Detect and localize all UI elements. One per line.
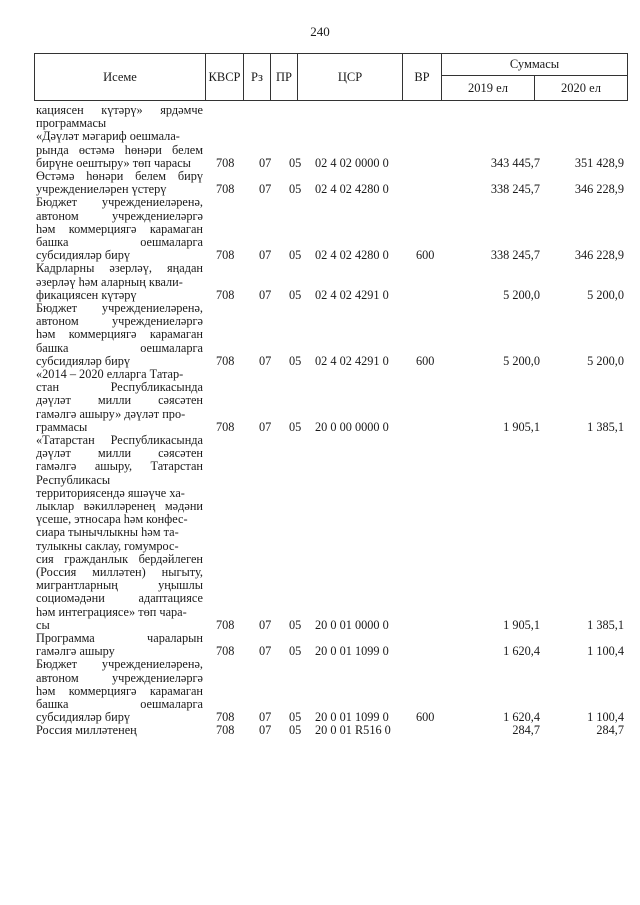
table-row <box>36 434 628 632</box>
cell-rz: 07 <box>259 617 272 632</box>
cell-csr: 02 4 02 4280 0 <box>315 182 389 197</box>
row-name <box>36 262 203 302</box>
row-name-line: «Дәүләт мәгариф оешмала- <box>36 129 180 144</box>
row-name-line: Россия милләтенең <box>36 723 137 738</box>
row-name-line: субсидияләр бирү <box>36 353 131 368</box>
table-row <box>36 196 628 262</box>
row-name-line: тулыкны саклау, гомумрос- <box>36 538 179 553</box>
cell-rz: 07 <box>259 644 272 659</box>
row-name-line: Бюджет учреждениеләренә, <box>36 195 203 210</box>
cell-csr: 02 4 02 4291 0 <box>315 353 389 368</box>
row-name-line: әзерләү һәм аларның квали- <box>36 274 183 289</box>
cell-kvsr: 708 <box>216 287 235 302</box>
row-name-line: Программа чараларын <box>36 631 203 645</box>
cell-csr: 02 4 02 0000 0 <box>315 155 389 170</box>
table-row <box>36 632 628 658</box>
cell-pr: 05 <box>289 182 302 197</box>
cell-kvsr: 708 <box>216 182 235 197</box>
page-number: 240 <box>310 24 330 39</box>
cell-kvsr: 708 <box>216 617 235 632</box>
cell-rz: 07 <box>259 182 272 197</box>
row-name <box>36 170 203 196</box>
row-name-line: гамәлгә ашыру» дәүләт про- <box>36 406 186 421</box>
row-name-line: дәүләт милли сәясәтен <box>36 446 203 461</box>
cell-s2020: 5 200,0 <box>587 287 624 302</box>
row-name <box>36 130 203 170</box>
cell-csr: 02 4 02 4280 0 <box>315 248 389 263</box>
header-pr: ПР <box>271 54 298 101</box>
cell-s2020: 1 385,1 <box>587 617 624 632</box>
row-name <box>36 196 203 262</box>
cell-pr: 05 <box>289 419 302 434</box>
row-name <box>36 658 203 724</box>
row-name-line: рында өстәмә һөнәри белем <box>36 142 203 157</box>
header-year-2019: 2019 ел <box>442 76 535 101</box>
cell-csr: 20 0 01 1099 0 <box>315 644 389 659</box>
cell-csr: 20 0 01 R516 0 <box>315 723 391 738</box>
cell-pr: 05 <box>289 710 302 725</box>
cell-s2019: 1 905,1 <box>503 617 540 632</box>
cell-s2020: 5 200,0 <box>587 353 624 368</box>
row-name-line: «Татарстан Республикасында <box>36 433 203 447</box>
row-name <box>36 434 203 632</box>
cell-rz: 07 <box>259 710 272 725</box>
cell-s2020: 1 100,4 <box>587 710 624 725</box>
table-row <box>36 302 628 368</box>
row-name-line: стан Республикасында <box>36 380 203 395</box>
cell-pr: 05 <box>289 617 302 632</box>
row-name-line: субсидияләр бирү <box>36 248 131 263</box>
table-row <box>36 104 628 130</box>
cell-s2020: 1 100,4 <box>587 644 624 659</box>
cell-pr: 05 <box>289 353 302 368</box>
cell-kvsr: 708 <box>216 248 235 263</box>
cell-kvsr: 708 <box>216 353 235 368</box>
row-name <box>36 368 203 434</box>
cell-s2020: 284,7 <box>596 723 624 738</box>
cell-s2020: 351 428,9 <box>574 155 624 170</box>
header-rz: Рз <box>244 54 271 101</box>
cell-pr: 05 <box>289 287 302 302</box>
cell-vr: 600 <box>416 353 435 368</box>
row-name-line: Республикасы <box>36 472 111 487</box>
table-row <box>36 170 628 196</box>
cell-csr: 20 0 01 1099 0 <box>315 710 389 725</box>
cell-pr: 05 <box>289 248 302 263</box>
header-sums: Суммасы <box>442 54 628 76</box>
row-name-line: бирүне оештыру» төп чарасы <box>36 155 191 170</box>
row-name-line: дәүләт милли сәясәтен <box>36 393 203 408</box>
row-name-line: Өстәмә һөнәри белем бирү <box>36 169 203 183</box>
row-name-line: Бюджет учреждениеләренә, <box>36 657 203 672</box>
row-name-line: башка оешмаларга <box>36 340 203 355</box>
row-name-line: автоном учреждениеләргә <box>36 670 203 685</box>
cell-s2020: 346 228,9 <box>574 248 624 263</box>
cell-rz: 07 <box>259 155 272 170</box>
cell-s2019: 343 445,7 <box>490 155 540 170</box>
cell-s2019: 1 620,4 <box>503 644 540 659</box>
cell-vr: 600 <box>416 710 435 725</box>
row-name-line: гамәлгә ашыру <box>36 644 115 659</box>
cell-kvsr: 708 <box>216 644 235 659</box>
cell-s2019: 338 245,7 <box>490 182 540 197</box>
cell-pr: 05 <box>289 644 302 659</box>
cell-s2019: 1 905,1 <box>503 419 540 434</box>
cell-s2019: 284,7 <box>512 723 540 738</box>
row-name-line: башка оешмаларга <box>36 235 203 249</box>
row-name-line: башка оешмаларга <box>36 697 203 711</box>
row-name-line: субсидияләр бирү <box>36 710 131 725</box>
row-name-line: һәм интеграциясе» төп чара- <box>36 604 187 619</box>
table-row <box>36 658 628 724</box>
table-row <box>36 724 628 737</box>
row-name-line: кациясен күтәрү» ярдәмче <box>36 103 203 117</box>
cell-kvsr: 708 <box>216 710 235 725</box>
table-row <box>36 368 628 434</box>
row-name-line: мигрантларның уңышлы <box>36 578 203 593</box>
row-name-line: «2014 – 2020 елларга Татар- <box>36 367 184 381</box>
row-name-line: гамәлгә ашыру, Татарстан <box>36 459 203 474</box>
cell-vr: 600 <box>416 248 435 263</box>
row-name-line: Бюджет учреждениеләренә, <box>36 301 203 315</box>
row-name-line: лыклар вәкилләренең мәдәни <box>36 499 203 514</box>
row-name-line: учреждениеләрен үстерү <box>36 182 167 197</box>
row-name-line: сия гражданлык бердәйлеген <box>36 551 203 566</box>
cell-rz: 07 <box>259 419 272 434</box>
row-name-line: социомәдәни адаптациясе <box>36 591 203 606</box>
table-header <box>34 53 628 101</box>
table-row <box>36 262 628 302</box>
row-name-line: сы <box>36 617 50 632</box>
row-name-line: һәм коммерциягә карамаган <box>36 327 203 342</box>
cell-rz: 07 <box>259 353 272 368</box>
header-kvsr: КВСР <box>206 54 244 101</box>
cell-s2019: 1 620,4 <box>503 710 540 725</box>
row-name <box>36 302 203 368</box>
row-name-line: фикациясен күтәрү <box>36 287 137 302</box>
row-name-line: үсеше, этносара һәм конфес- <box>36 512 188 527</box>
cell-s2019: 5 200,0 <box>503 353 540 368</box>
table-row <box>36 130 628 170</box>
cell-s2020: 1 385,1 <box>587 419 624 434</box>
header-csr: ЦСР <box>298 54 403 101</box>
cell-s2020: 346 228,9 <box>574 182 624 197</box>
cell-rz: 07 <box>259 287 272 302</box>
row-name-line: автоном учреждениеләргә <box>36 314 203 329</box>
header-name: Исеме <box>35 54 206 101</box>
cell-pr: 05 <box>289 155 302 170</box>
cell-pr: 05 <box>289 723 302 738</box>
cell-csr: 02 4 02 4291 0 <box>315 287 389 302</box>
header-year-2020: 2020 ел <box>535 76 628 101</box>
cell-csr: 20 0 00 0000 0 <box>315 419 389 434</box>
row-name-line: территориясендә яшәүче ха- <box>36 485 185 500</box>
row-name-line: (Россия милләтен) ныгыту, <box>36 565 203 580</box>
cell-s2019: 5 200,0 <box>503 287 540 302</box>
row-name-line: программасы <box>36 116 107 131</box>
row-name-line: граммасы <box>36 419 88 434</box>
row-name <box>36 104 203 130</box>
cell-kvsr: 708 <box>216 723 235 738</box>
row-name-line: автоном учреждениеләргә <box>36 208 203 223</box>
row-name-line: сиара тынычлыкны һәм та- <box>36 525 179 540</box>
cell-s2019: 338 245,7 <box>490 248 540 263</box>
row-name-line: Кадрларны әзерләү, яңадан <box>36 261 203 276</box>
header-vr: ВР <box>403 54 442 101</box>
cell-rz: 07 <box>259 248 272 263</box>
row-name-line: һәм коммерциягә карамаган <box>36 683 203 698</box>
cell-kvsr: 708 <box>216 419 235 434</box>
cell-kvsr: 708 <box>216 155 235 170</box>
cell-rz: 07 <box>259 723 272 738</box>
row-name-line: һәм коммерциягә карамаган <box>36 221 203 236</box>
cell-csr: 20 0 01 0000 0 <box>315 617 389 632</box>
row-name <box>36 724 203 737</box>
row-name <box>36 632 203 658</box>
